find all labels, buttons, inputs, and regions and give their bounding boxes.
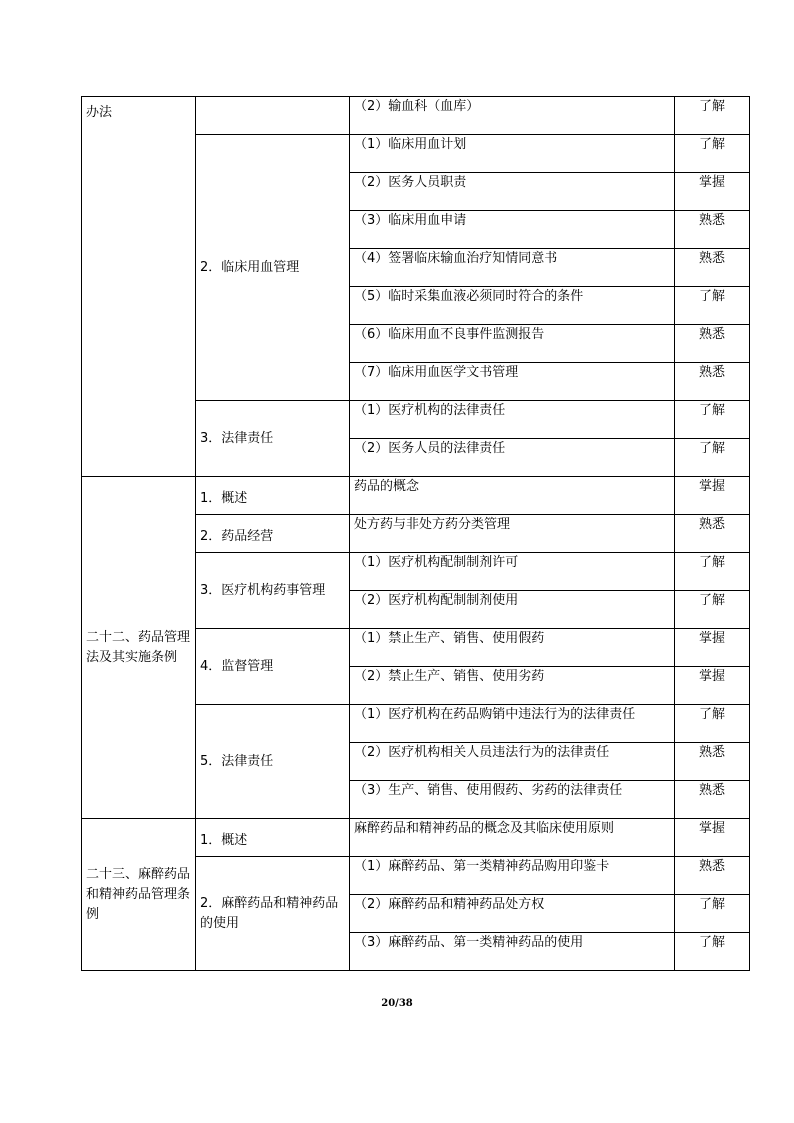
content-cell: 药品的概念 (350, 477, 675, 515)
content-cell: （2）医疗机构配制制剂使用 (350, 591, 675, 629)
content-cell: （2）医疗机构相关人员违法行为的法律责任 (350, 743, 675, 781)
level-cell: 了解 (675, 135, 750, 173)
table-row (82, 97, 750, 135)
level-cell: 了解 (675, 287, 750, 325)
level-cell: 掌握 (675, 629, 750, 667)
level-cell: 熟悉 (675, 363, 750, 401)
level-cell: 了解 (675, 439, 750, 477)
content-cell: （1）医疗机构在药品购销中违法行为的法律责任 (350, 705, 675, 743)
content-cell: （1）医疗机构的法律责任 (350, 401, 675, 439)
level-cell: 了解 (675, 933, 750, 971)
content-cell: （2）医务人员的法律责任 (350, 439, 675, 477)
level-cell: 熟悉 (675, 857, 750, 895)
content-cell: （2）麻醉药品和精神药品处方权 (350, 895, 675, 933)
content-cell: （5）临时采集血液必须同时符合的条件 (350, 287, 675, 325)
level-cell: 了解 (675, 591, 750, 629)
content-cell: （2）医务人员职责 (350, 173, 675, 211)
subtopic-cell: 1．概述 (196, 477, 350, 515)
content-cell: （4）签署临床输血治疗知情同意书 (350, 249, 675, 287)
topic-cell: 办法 (82, 97, 196, 477)
level-cell: 熟悉 (675, 211, 750, 249)
level-cell: 熟悉 (675, 781, 750, 819)
topic-cell: 二十二、药品管理法及其实施条例 (82, 477, 196, 819)
level-cell: 了解 (675, 705, 750, 743)
content-cell: 处方药与非处方药分类管理 (350, 515, 675, 553)
subtopic-cell (196, 97, 350, 135)
level-cell: 掌握 (675, 819, 750, 857)
content-cell: （1）禁止生产、销售、使用假药 (350, 629, 675, 667)
content-cell: （7）临床用血医学文书管理 (350, 363, 675, 401)
level-cell: 了解 (675, 97, 750, 135)
table-row (82, 819, 750, 857)
content-cell: （6）临床用血不良事件监测报告 (350, 325, 675, 363)
level-cell: 掌握 (675, 173, 750, 211)
subtopic-cell: 2．临床用血管理 (196, 135, 350, 401)
subtopic-cell: 1．概述 (196, 819, 350, 857)
content-cell: （2）输血科（血库） (350, 97, 675, 135)
level-cell: 掌握 (675, 477, 750, 515)
subtopic-cell: 5．法律责任 (196, 705, 350, 819)
content-cell: （1）临床用血计划 (350, 135, 675, 173)
level-cell: 了解 (675, 553, 750, 591)
subtopic-cell: 3．医疗机构药事管理 (196, 553, 350, 629)
content-cell: （3）麻醉药品、第一类精神药品的使用 (350, 933, 675, 971)
syllabus-table (81, 96, 750, 971)
content-cell: （2）禁止生产、销售、使用劣药 (350, 667, 675, 705)
content-cell: （1）麻醉药品、第一类精神药品购用印鉴卡 (350, 857, 675, 895)
level-cell: 熟悉 (675, 515, 750, 553)
content-cell: 麻醉药品和精神药品的概念及其临床使用原则 (350, 819, 675, 857)
level-cell: 熟悉 (675, 249, 750, 287)
table-row (82, 477, 750, 515)
content-cell: （1）医疗机构配制制剂许可 (350, 553, 675, 591)
subtopic-cell: 2．麻醉药品和精神药品的使用 (196, 857, 350, 971)
level-cell: 了解 (675, 895, 750, 933)
level-cell: 熟悉 (675, 743, 750, 781)
content-cell: （3）生产、销售、使用假药、劣药的法律责任 (350, 781, 675, 819)
subtopic-cell: 4．监督管理 (196, 629, 350, 705)
level-cell: 了解 (675, 401, 750, 439)
level-cell: 掌握 (675, 667, 750, 705)
page-number: 20/38 (381, 998, 413, 1009)
level-cell: 熟悉 (675, 325, 750, 363)
subtopic-cell: 3．法律责任 (196, 401, 350, 477)
topic-cell: 二十三、麻醉药品和精神药品管理条例 (82, 819, 196, 971)
subtopic-cell: 2．药品经营 (196, 515, 350, 553)
content-cell: （3）临床用血申请 (350, 211, 675, 249)
